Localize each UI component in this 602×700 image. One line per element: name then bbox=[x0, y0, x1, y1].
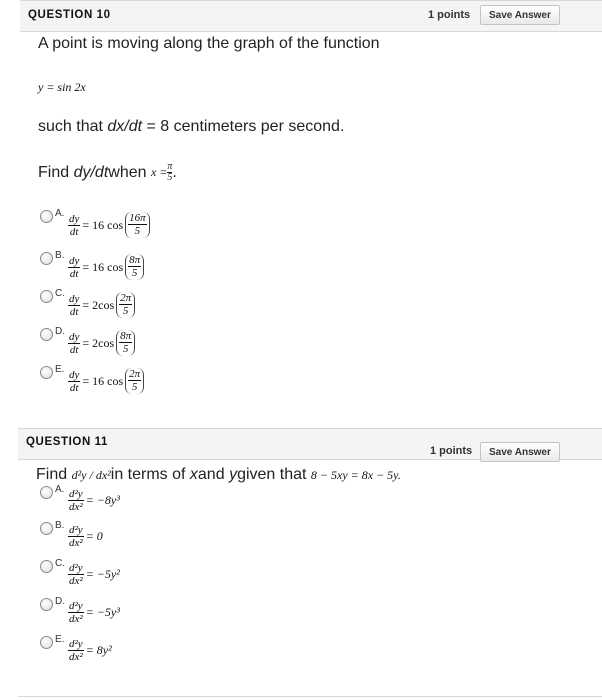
arg-num: 8π bbox=[120, 330, 132, 342]
lhs-num: dy bbox=[69, 292, 80, 305]
radio-button[interactable] bbox=[40, 210, 53, 223]
num: d²y bbox=[69, 638, 83, 650]
argument-parens bbox=[125, 254, 144, 280]
option-expression bbox=[68, 638, 114, 663]
given-that: given that bbox=[237, 466, 307, 483]
num: d²y bbox=[69, 600, 83, 612]
lhs-den: dt bbox=[69, 225, 79, 238]
x-equals: x = bbox=[150, 165, 168, 179]
option-letter: D. bbox=[55, 326, 65, 337]
and-text: and bbox=[197, 466, 225, 483]
arg-num: 2π bbox=[129, 368, 141, 380]
option-letter: E. bbox=[55, 364, 65, 375]
num: d²y bbox=[69, 524, 83, 536]
lhs-den: dt bbox=[69, 381, 79, 394]
option-expression bbox=[68, 330, 135, 356]
radio-button[interactable] bbox=[40, 328, 53, 341]
rhs: = 8y² bbox=[85, 643, 112, 657]
second-derivative-fraction bbox=[68, 600, 84, 625]
radio-button[interactable] bbox=[40, 290, 53, 303]
coefficient: = 2cos bbox=[82, 297, 115, 312]
find-expr: dy/dt bbox=[73, 163, 109, 181]
argument-parens bbox=[116, 330, 135, 356]
question-10-function: y = sin 2x bbox=[38, 80, 86, 94]
den: dx² bbox=[69, 613, 83, 625]
lhs-num: dy bbox=[69, 330, 80, 343]
question-11-prompt bbox=[36, 466, 401, 484]
arg-num: 8π bbox=[129, 254, 141, 266]
lhs-fraction bbox=[68, 213, 80, 238]
arg-den: 5 bbox=[122, 305, 129, 317]
x-num: π bbox=[167, 161, 173, 172]
option-letter: B. bbox=[55, 520, 65, 531]
arg-num: 16π bbox=[129, 212, 146, 224]
find-when: when bbox=[108, 163, 147, 181]
radio-button[interactable] bbox=[40, 252, 53, 265]
option-letter: B. bbox=[55, 250, 65, 261]
question-11-points: 1 points bbox=[430, 445, 473, 457]
lhs-fraction bbox=[68, 293, 80, 318]
rhs: = −5y³ bbox=[85, 605, 120, 619]
num: d²y bbox=[69, 562, 83, 574]
option-expression bbox=[68, 212, 150, 238]
argument-parens bbox=[116, 292, 135, 318]
option-expression bbox=[68, 254, 144, 280]
radio-button[interactable] bbox=[40, 366, 53, 379]
find-prefix: Find bbox=[38, 163, 70, 181]
coefficient: = 16 cos bbox=[82, 259, 124, 274]
second-derivative: d²y / dx² bbox=[71, 467, 111, 482]
lhs-fraction bbox=[68, 331, 80, 356]
lhs-num: dy bbox=[69, 212, 80, 225]
x-den: 5 bbox=[167, 172, 173, 183]
second-derivative-fraction bbox=[68, 524, 84, 549]
var-y: y bbox=[229, 466, 238, 483]
den: dx² bbox=[69, 651, 83, 663]
option-expression bbox=[68, 292, 135, 318]
rate-expr: dx/dt bbox=[107, 118, 143, 135]
rate-prefix: such that bbox=[38, 118, 108, 135]
var-x: x bbox=[189, 466, 198, 483]
lhs-den: dt bbox=[69, 343, 79, 356]
arg-num: 2π bbox=[120, 292, 132, 304]
radio-button[interactable] bbox=[40, 522, 53, 535]
question-11-title: QUESTION 11 bbox=[26, 436, 109, 448]
option-expression bbox=[68, 368, 144, 394]
den: dx² bbox=[69, 575, 83, 587]
question-10-stem: A point is moving along the graph of the function bbox=[38, 35, 380, 52]
option-expression bbox=[68, 524, 105, 549]
radio-button[interactable] bbox=[40, 486, 53, 499]
num: d²y bbox=[69, 488, 83, 500]
coefficient: = 2cos bbox=[82, 335, 115, 350]
find-prefix: Find bbox=[36, 466, 68, 483]
second-derivative-fraction bbox=[68, 638, 84, 663]
radio-button[interactable] bbox=[40, 636, 53, 649]
option-letter: C. bbox=[55, 558, 65, 569]
second-derivative-fraction bbox=[68, 562, 84, 587]
argument-parens bbox=[125, 212, 150, 238]
lhs-fraction bbox=[68, 255, 80, 280]
option-letter: A. bbox=[55, 208, 65, 219]
rhs: = 0 bbox=[85, 529, 103, 543]
question-10-rate bbox=[38, 118, 344, 136]
arg-den: 5 bbox=[131, 267, 138, 279]
lhs-num: dy bbox=[69, 368, 80, 381]
rhs: = −5y² bbox=[85, 567, 120, 581]
arg-den: 5 bbox=[134, 225, 141, 237]
option-letter: C. bbox=[55, 288, 65, 299]
option-letter: E. bbox=[55, 634, 65, 645]
question-10-header bbox=[20, 0, 602, 32]
option-expression bbox=[68, 562, 122, 587]
lhs-den: dt bbox=[69, 305, 79, 318]
argument-parens bbox=[125, 368, 144, 394]
arg-den: 5 bbox=[131, 381, 138, 393]
coefficient: = 16 cos bbox=[82, 217, 124, 232]
question-11-save-button[interactable]: Save Answer bbox=[480, 442, 560, 462]
question-11-header bbox=[18, 428, 602, 460]
option-expression bbox=[68, 488, 122, 513]
lhs-den: dt bbox=[69, 267, 79, 280]
rate-suffix: = 8 centimeters per second. bbox=[142, 118, 345, 135]
option-letter: A. bbox=[55, 484, 65, 495]
in-terms-of: in terms of bbox=[110, 466, 186, 483]
question-10-title: QUESTION 10 bbox=[28, 9, 111, 21]
question-10-find: Find dy/dt when x = $\frac{\pi}{5}$ . bbox=[38, 161, 177, 183]
den: dx² bbox=[69, 537, 83, 549]
coefficient: = 16 cos bbox=[82, 373, 124, 388]
den: dx² bbox=[69, 501, 83, 513]
question-10-points: 1 points bbox=[428, 9, 471, 21]
second-derivative-fraction bbox=[68, 488, 84, 513]
arg-den: 5 bbox=[122, 343, 129, 355]
lhs-num: dy bbox=[69, 254, 80, 267]
lhs-fraction bbox=[68, 369, 80, 394]
radio-button[interactable] bbox=[40, 560, 53, 573]
option-letter: D. bbox=[55, 596, 65, 607]
question-10-save-button[interactable]: Save Answer bbox=[480, 5, 560, 25]
bottom-divider bbox=[18, 696, 602, 697]
equation: 8 − 5xy = 8x − 5y. bbox=[310, 467, 401, 482]
option-expression bbox=[68, 600, 122, 625]
radio-button[interactable] bbox=[40, 598, 53, 611]
rhs: = −8y³ bbox=[85, 493, 120, 507]
